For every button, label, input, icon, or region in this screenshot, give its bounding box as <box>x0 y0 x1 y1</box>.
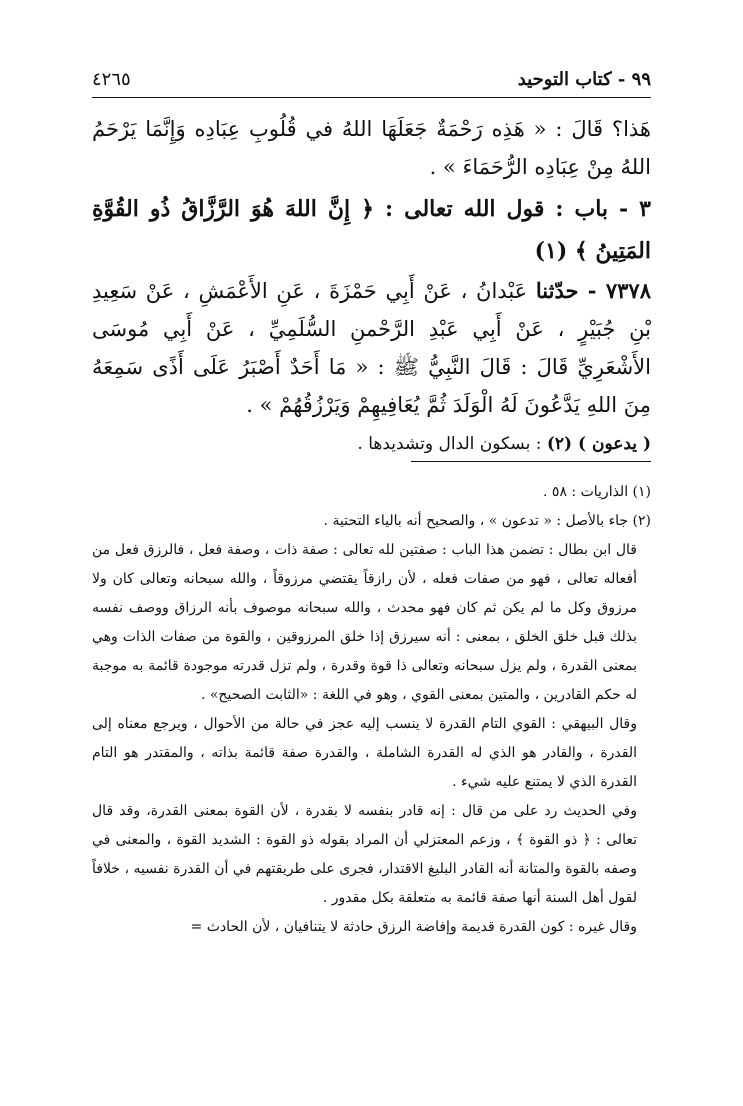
word-note <box>92 426 651 462</box>
page-header <box>92 66 651 92</box>
note-term: ( يدعون ) (٢) <box>546 434 651 454</box>
note-text: : بسكون الدال وتشديدها . <box>357 434 542 454</box>
footnote-2: (٢) جاء بالأصل : « تدعون » ، والصحيح أنه بالياء التحتية . <box>323 513 651 529</box>
main-text <box>92 110 651 462</box>
running-title: ٩٩ - كتاب التوحيد <box>517 68 651 90</box>
hadith-paragraph <box>92 272 651 424</box>
footnote-1: (١) الذاريات : ٥٨ . <box>543 484 651 500</box>
footnotes <box>92 478 651 942</box>
previous-hadith-ending: هَذا؟ قَالَ : « هَذِه رَحْمَةٌ جَعَلَهَا اللهُ في قُلُوبِ عِبَادِه وَإِنَّمَا يَرْحَمُ اللهُ مِنْ عِبَادِه الرُّحَمَاءَ » . <box>92 117 651 179</box>
commentary-ibn-battal: قال ابن بطال : تضمن هذا الباب : صفتين لله تعالى : صفة ذات ، وصفة فعل ، فالرزق فعل من أفعاله تعالى ، فهو من صفات فعله ، لأن رازقاً يقتضي مرزوقاً ، والله سبحانه وتعالى كان ولا مرزوق وكل ما لم يكن ثم كان فهو محدث ، والله سبحانه موصوف بأنه الرزاق ووصف نفسه بذلك قبل خلق الخلق ، بمعنى : أنه سيرزق إذا خلق المرزوقين ، والقوة من صفات الذات وهي بمعنى القدرة ، ولم يزل سبحانه وتعالى ذا قوة وقدرة ، ولم تزل قدرته موجودة قائمة به موجبة له حكم القادرين ، والمتين بمعنى القوي ، وهو في اللغة : «الثابت الصحيح» . <box>92 542 637 703</box>
chapter-heading: ٣ - باب : قول الله تعالى : ﴿ إِنَّ اللهَ هُوَ الرَّزَّاقُ ذُو القُوَّةِ المَتِينُ ﴾ (١) <box>92 196 651 264</box>
commentary-other: وقال غيره : كون القدرة قديمة وإفاضة الرزق حادثة لا يتنافيان ، لأن الحادث = <box>190 919 637 935</box>
commentary-hadith: وفي الحديث رد على من قال : إنه قادر بنفسه لا بقدرة ، لأن القوة بمعنى القدرة، وقد قال تعالى : ﴿ ذو القوة ﴾ ، وزعم المعتزلي أن المراد بقوله ذو القوة : الشديد القوة ، والمعنى في وصفه بالقوة والمتانة أنه القادر البليغ الاقتدار، فجرى على طريقتهم في أن القدرة نفسيه ، خلافاً لقول أهل السنة أنها صفة قائمة به متعلقة بكل مقدور . <box>92 803 637 906</box>
page-number: ٤٢٦٥ <box>92 68 131 90</box>
hadith-text: عَبْدانُ ، عَنْ أَبِي حَمْزَةَ ، عَنِ الأَعْمَشِ ، عَنْ سَعِيدِ بْنِ جُبَيْرٍ ، عَنْ أَبِي عَبْدِ الرَّحْمنِ السُّلَمِيِّ ، عَنْ أَبِي مُوسَى الأَشْعَرِيِّ قَالَ : قَالَ النَّبِيُّ ﷺ : « مَا أَحَدٌ أَصْبَرُ عَلَى أَذًى سَمِعَهُ مِنَ اللهِ يَدَّعُونَ لَهُ الْوَلَدَ ثُمَّ يُعَافِيهِمْ وَيَرْزُقُهُمْ » . <box>92 279 652 417</box>
header-rule <box>92 97 651 98</box>
footnote-separator <box>411 461 651 462</box>
commentary-bayhaqi: وقال البيهقي : القوي التام القدرة لا ينسب إليه عجز في حالة من الأحوال ، ويرجع معناه إلى القدرة ، والقادر هو الذي له القدرة الشاملة ، والقدرة صفة قائمة بذاته ، والمقتدر هو التام القدرة الذي لا يمتنع عليه شيء . <box>92 716 637 790</box>
hadith-number: ٧٣٧٨ - حدّثنا <box>535 278 651 303</box>
